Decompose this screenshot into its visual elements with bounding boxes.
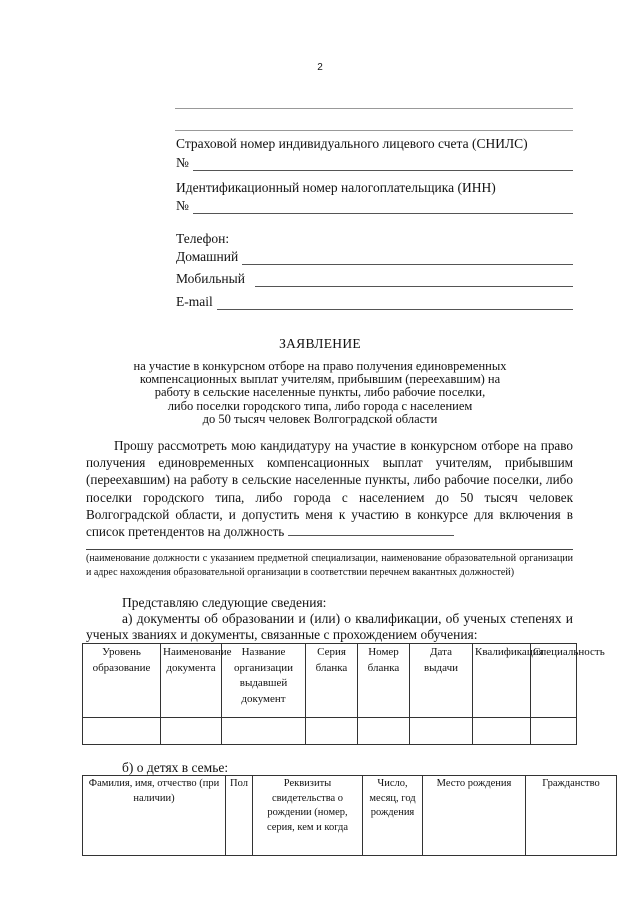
inn-label: Идентификационный номер налогоплательщика (ИНН) <box>176 180 496 195</box>
column-header: Квалификация <box>473 644 531 718</box>
home-phone-field[interactable] <box>176 249 573 265</box>
snils-label: Страховой номер индивидуального лицевого счета (СНИЛС) <box>176 136 528 151</box>
table-cell[interactable] <box>473 718 531 745</box>
education-table-header-row <box>83 644 577 718</box>
section-b-heading: б) о детях в семье: <box>122 760 229 775</box>
header-line-1 <box>175 108 573 109</box>
column-header: Пол <box>226 776 253 856</box>
column-header: Название организации выдавшей документ <box>222 644 306 718</box>
column-header: Наименование документа <box>161 644 222 718</box>
table-cell[interactable] <box>410 718 473 745</box>
mobile-phone-field[interactable] <box>176 271 573 287</box>
email-field[interactable] <box>176 294 573 310</box>
position-blank[interactable] <box>288 525 454 536</box>
application-body <box>86 437 573 540</box>
mobile-phone-label: Мобильный <box>176 271 245 286</box>
header-line-2 <box>175 130 573 131</box>
column-header: Фамилия, имя, отчество (при наличии) <box>83 776 226 856</box>
column-header: Дата выдачи <box>410 644 473 718</box>
document-subtitle <box>100 360 540 426</box>
table-cell[interactable] <box>161 718 222 745</box>
column-header: Число, месяц, год рождения <box>363 776 423 856</box>
phone-label: Телефон: <box>176 231 230 246</box>
page-number: 2 <box>317 62 323 73</box>
education-table <box>82 643 605 745</box>
education-table-row <box>83 718 577 745</box>
children-table <box>82 775 617 856</box>
document-title: ЗАЯВЛЕНИЕ <box>279 336 361 351</box>
subtitle-line: компенсационных выплат учителям, прибывшим (переехавшим) на <box>139 372 501 387</box>
children-table-header-row <box>83 776 617 856</box>
email-blank[interactable] <box>217 296 573 310</box>
home-phone-label: Домашний <box>176 249 239 264</box>
mobile-phone-blank[interactable] <box>255 273 573 287</box>
subtitle-line: либо поселки городского типа, либо города с населением <box>167 398 473 413</box>
email-label: E-mail <box>176 294 213 309</box>
column-header: Специальность <box>531 644 577 718</box>
inn-blank[interactable] <box>193 200 573 214</box>
column-header: Реквизиты свидетельства о рождении (номер, серия, кем и когда <box>253 776 363 856</box>
subtitle-line: работу в сельские населенные пункты, либо рабочие поселки, <box>154 385 486 400</box>
column-header: Номер бланка <box>358 644 410 718</box>
table-cell[interactable] <box>358 718 410 745</box>
table-cell[interactable] <box>306 718 358 745</box>
subtitle-line: на участие в конкурсном отборе на право получения единовременных <box>133 359 507 373</box>
column-header: Уровень образование <box>83 644 161 718</box>
table-cell[interactable] <box>222 718 306 745</box>
inn-number-field[interactable] <box>176 198 573 214</box>
application-body-text: Прошу рассмотреть мою кандидатуру на участие в конкурсном отборе на право получения единовременных компенсационных выплат учителям, прибывшим (переехавшим) на работу в сельские населенные пункты, либо рабочие поселки, либо поселки городского типа, либо города с населением до 50 тысяч человек Волгоградской области, и допустить меня к участию в конкурсе для включения в список претендентов на должность <box>86 438 573 540</box>
column-header: Серия бланка <box>306 644 358 718</box>
table-cell[interactable] <box>531 718 577 745</box>
inn-number-label: № <box>176 198 189 213</box>
home-phone-blank[interactable] <box>242 251 573 265</box>
column-header: Место рождения <box>423 776 526 856</box>
snils-blank[interactable] <box>193 157 573 171</box>
column-header: Гражданство <box>526 776 617 856</box>
section-a-heading: а) документы об образовании и (или) о квалификации, об ученых степенях и ученых званиях и документы, связанные с прохождением обучения: <box>86 611 573 642</box>
position-note: (наименование должности с указанием предметной специализации, наименование образовательной организации и адрес нахождения образовательной организации в соответствии перечнем вакантных должностей) <box>86 553 573 578</box>
snils-number-label: № <box>176 155 189 170</box>
snils-number-field[interactable] <box>176 155 573 171</box>
info-intro: Представляю следующие сведения: <box>122 595 327 610</box>
subtitle-line: до 50 тысяч человек Волгоградской области <box>202 411 438 426</box>
table-cell[interactable] <box>83 718 161 745</box>
position-line <box>86 549 573 550</box>
